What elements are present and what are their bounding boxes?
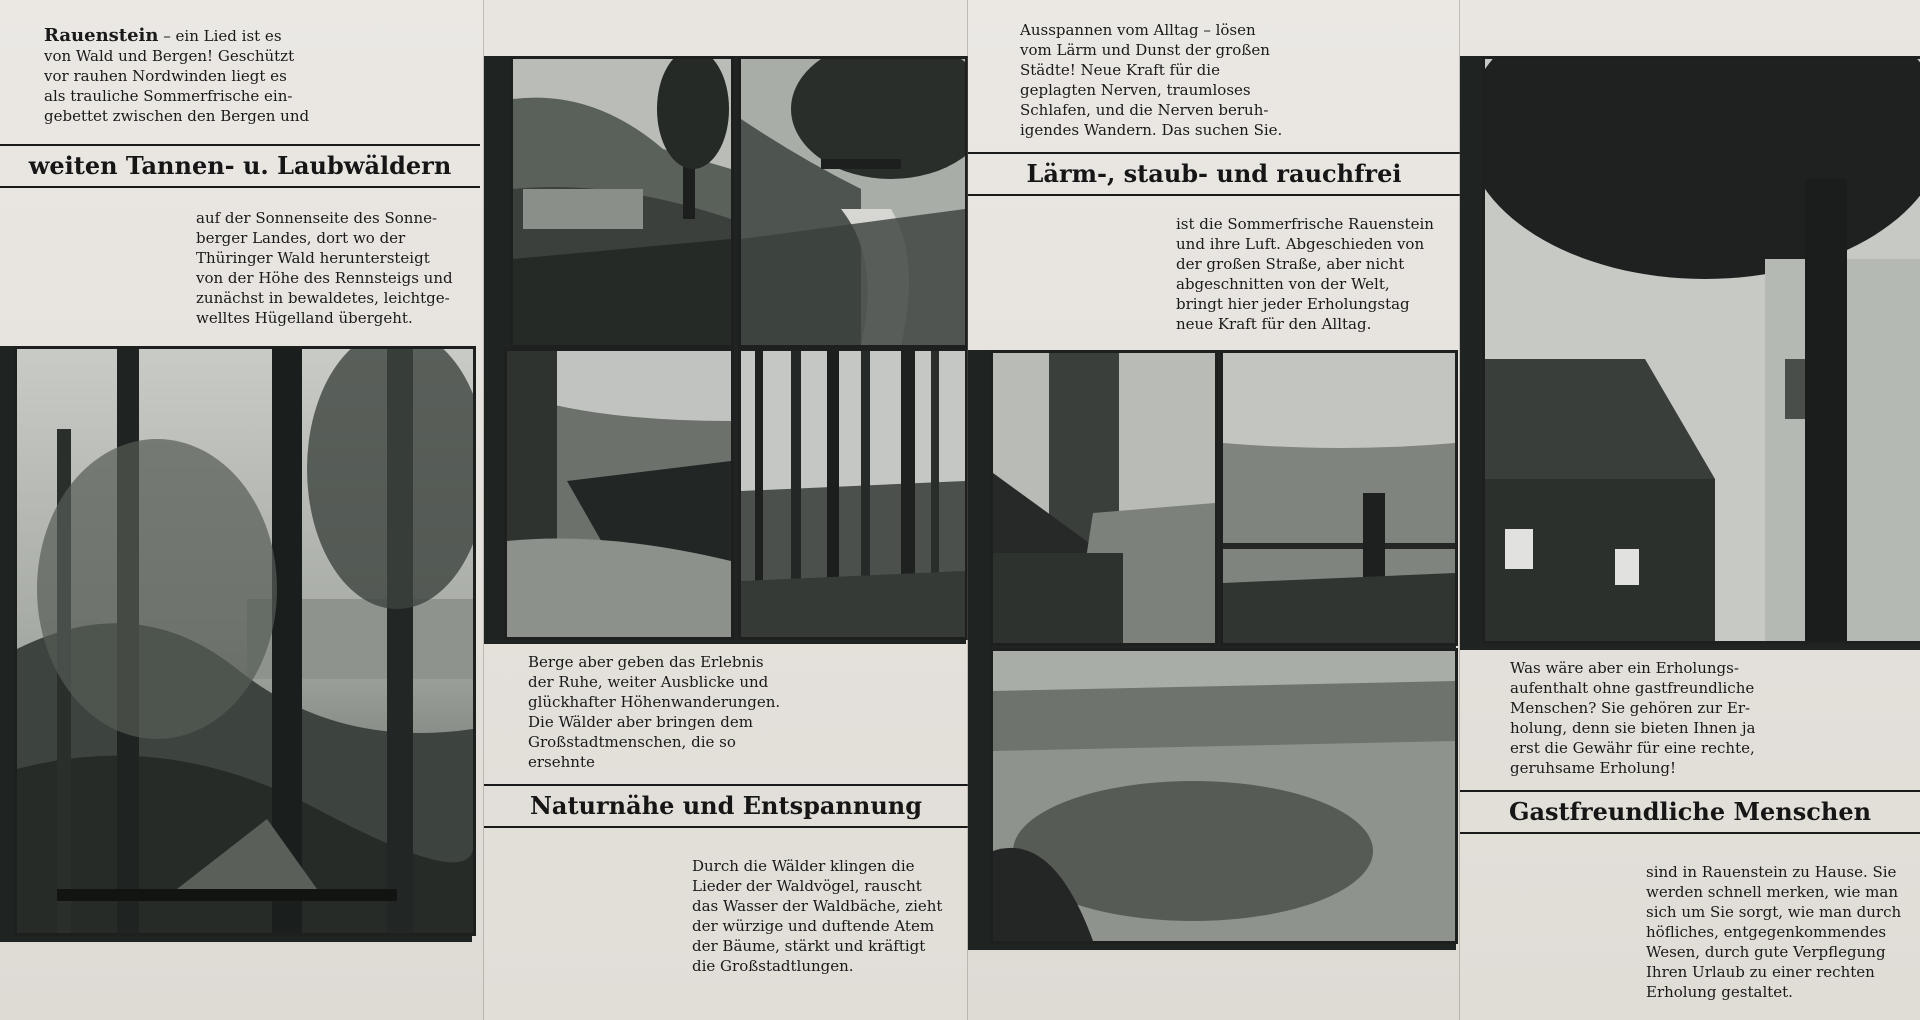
- panel1-body: auf der Sonnenseite des Sonne- berger Landes, dort wo der Thüringer Wald heruntersteigt von der Höhe des Rennsteigs und zunächst in bewaldetes, leichtge- welltes Hügelland übergeht.: [196, 209, 453, 327]
- panel3-intro: Ausspannen vom Alltag – lösen vom Lärm und Dunst der großen Städte! Neue Kraft für die geplagten Nerven, traumloses Schlafen, und die Nerven beruh- igendes Wandern. Das suchen Sie.: [1020, 21, 1283, 139]
- panel-3: [968, 0, 1460, 1020]
- panel-2: [484, 0, 968, 1020]
- panel4-inn-photo: [1482, 56, 1920, 644]
- panel3-church-photo: [990, 350, 1218, 646]
- panel4-heading: Gastfreundliche Menschen: [1460, 790, 1920, 834]
- panel2-heading: Naturnähe und Entspannung: [484, 784, 968, 828]
- panel1-heading: weiten Tannen- u. Laubwäldern: [0, 144, 480, 188]
- panel4-caption: Was wäre aber ein Erholungs- aufenthalt ohne gastfreundliche Menschen? Sie gehören zur Er- holung, denn sie bieten Ihnen ja erst die Gewähr für eine rechte, geruhsame Erholung!: [1510, 659, 1756, 777]
- panel4-body: sind in Rauenstein zu Hause. Sie werden schnell merken, wie man sich um Sie sorgt, wie man durch höfliches, entgegenkommendes Wesen, durch gute Verpflegung Ihren Urlaub zu einer rechten Erholung gestaltet.: [1646, 863, 1902, 1001]
- panel3-viewpoint-photo: [1220, 350, 1458, 646]
- panel1-intro-lead: Rauenstein: [44, 25, 159, 46]
- panel2-treetrunks-photo: [738, 348, 968, 640]
- panel1-intro: [44, 6, 354, 126]
- panel2-stream-photo: [738, 56, 968, 348]
- panel3-body: ist die Sommerfrische Rauenstein und ihre Luft. Abgeschieden von der großen Straße, aber nicht abgeschnitten von der Welt, bringt hier jeder Erholungstag neue Kraft für den Alltag.: [1176, 215, 1434, 333]
- panel-1: [0, 0, 484, 1020]
- panel2-meadow-photo: [504, 348, 734, 640]
- panel1-intro-text: – ein Lied ist es von Wald und Bergen! Geschützt vor rauhen Nordwinden liegt es als trauliche Sommerfrische ein- gebettet zwischen den Bergen und: [44, 27, 310, 125]
- panel2-caption: Berge aber geben das Erlebnis der Ruhe, weiter Ausblicke und glückhafter Höhenwanderungen. Die Wälder aber bringen dem Großstadtmenschen, die so ersehnte: [528, 653, 781, 771]
- panel2-valley-photo: [510, 56, 734, 348]
- panel1-forest-photo: [14, 346, 476, 936]
- panel3-heading: Lärm-, staub- und rauchfrei: [968, 152, 1460, 196]
- panel-4: [1460, 0, 1920, 1020]
- panel2-body: Durch die Wälder klingen die Lieder der Waldvögel, rauscht das Wasser der Waldbäche, zieht der würzige und duftende Atem der Bäume, stärkt und kräftigt die Großstadtlungen.: [692, 857, 943, 975]
- panel3-village-aerial-photo: [990, 648, 1458, 944]
